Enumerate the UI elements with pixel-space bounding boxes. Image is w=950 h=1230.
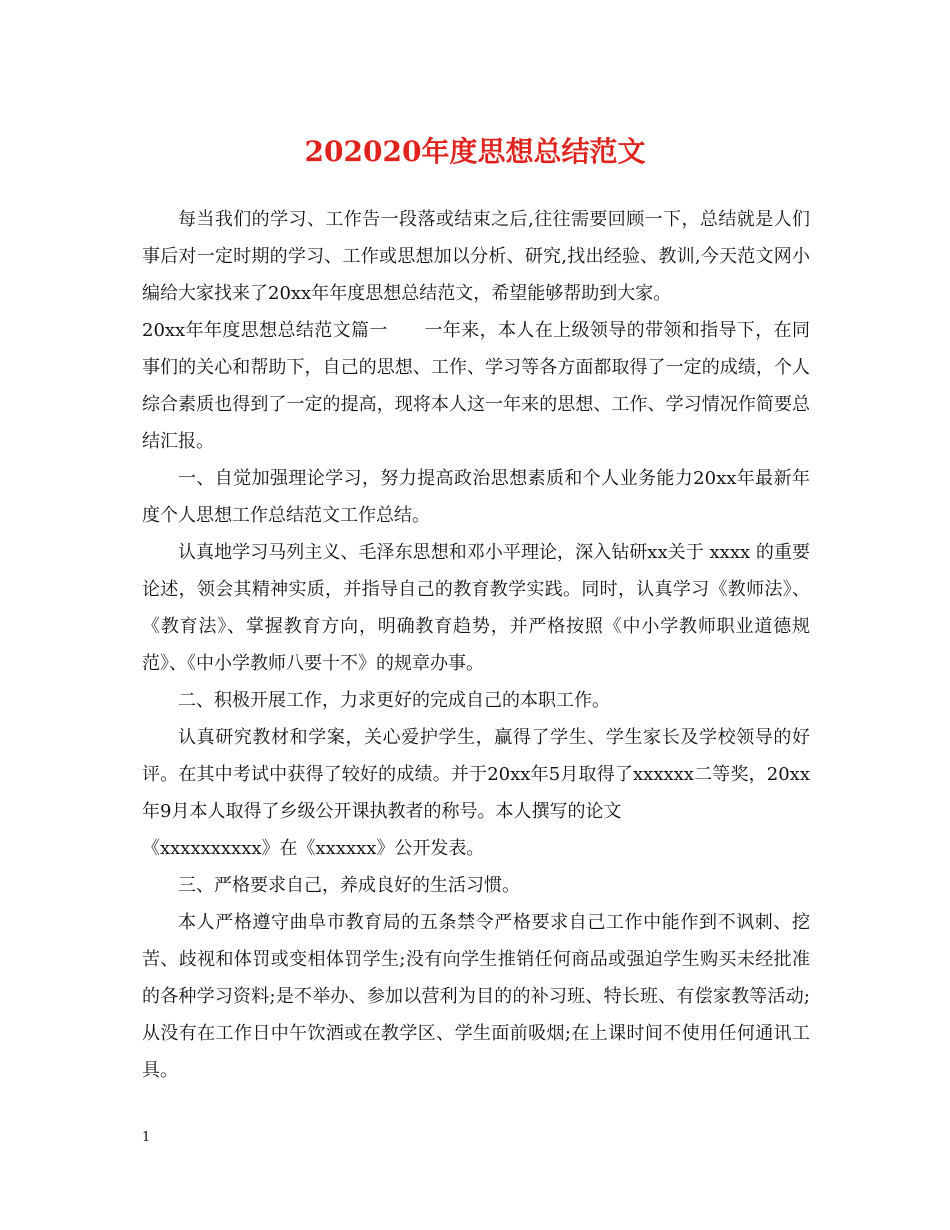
- page-number: 1: [142, 1130, 151, 1145]
- paragraph-heading-three: 三、严格要求自己，养成良好的生活习惯。: [178, 875, 520, 896]
- paragraph-intro: 每当我们的学习、工作告一段落或结束之后,往往需要回顾一下，总结就是人们事后对一定时期的学习、工作或思想加以分析、研究,找出经验、教训,今天范文网小编给大家找来了20xx年年度思想总结范文，希望能够帮助到大家。: [142, 209, 810, 304]
- document-title: 202020年度思想总结范文: [304, 135, 646, 168]
- paragraph-heading-two: 二、积极开展工作，力求更好的完成自己的本职工作。: [178, 690, 610, 711]
- document-body: [142, 201, 810, 1089]
- paragraph-section-one-intro: 20xx年年度思想总结范文篇一 一年来，本人在上级领导的带领和指导下，在同事们的关心和帮助下，自己的思想、工作、学习等各方面都取得了一定的成绩，个人综合素质也得到了一定的提高，现将本人这一年来的思想、工作、学习情况作简要总结汇报。: [142, 320, 810, 452]
- paragraph-theory-study: 认真地学习马列主义、毛泽东思想和邓小平理论，深入钻研xx关于 xxxx 的重要论述，领会其精神实质，并指导自己的教育教学实践。同时，认真学习《教师法》、《教育法》、掌握教育方向，明确教育趋势，并严格按照《中小学教师职业道德规范》、《中小学教师八要十不》的规章办事。: [142, 542, 810, 674]
- paragraph-discipline: 本人严格遵守曲阜市教育局的五条禁令严格要求自己工作中能作到不讽刺、挖苦、歧视和体罚或变相体罚学生;没有向学生推销任何商品或强迫学生购买未经批准的各种学习资料;是不举办、参加以营利为目的的补习班、特长班、有偿家教等活动;从没有在工作日中午饮酒或在教学区、学生面前吸烟;在上课时间不使用任何通讯工具。: [142, 912, 810, 1081]
- paragraph-heading-one: 一、自觉加强理论学习，努力提高政治思想素质和个人业务能力20xx年最新年度个人思想工作总结范文工作总结。: [142, 468, 810, 526]
- paragraph-publication: 《xxxxxxxxxx》在《xxxxxx》公开发表。: [142, 838, 485, 859]
- paragraph-work-results: 认真研究教材和学案，关心爱护学生，赢得了学生、学生家长及学校领导的好评。在其中考试中获得了较好的成绩。并于20xx年5月取得了xxxxxx二等奖，20xx年9月本人取得了乡级公开课执教者的称号。本人撰写的论文: [142, 727, 810, 822]
